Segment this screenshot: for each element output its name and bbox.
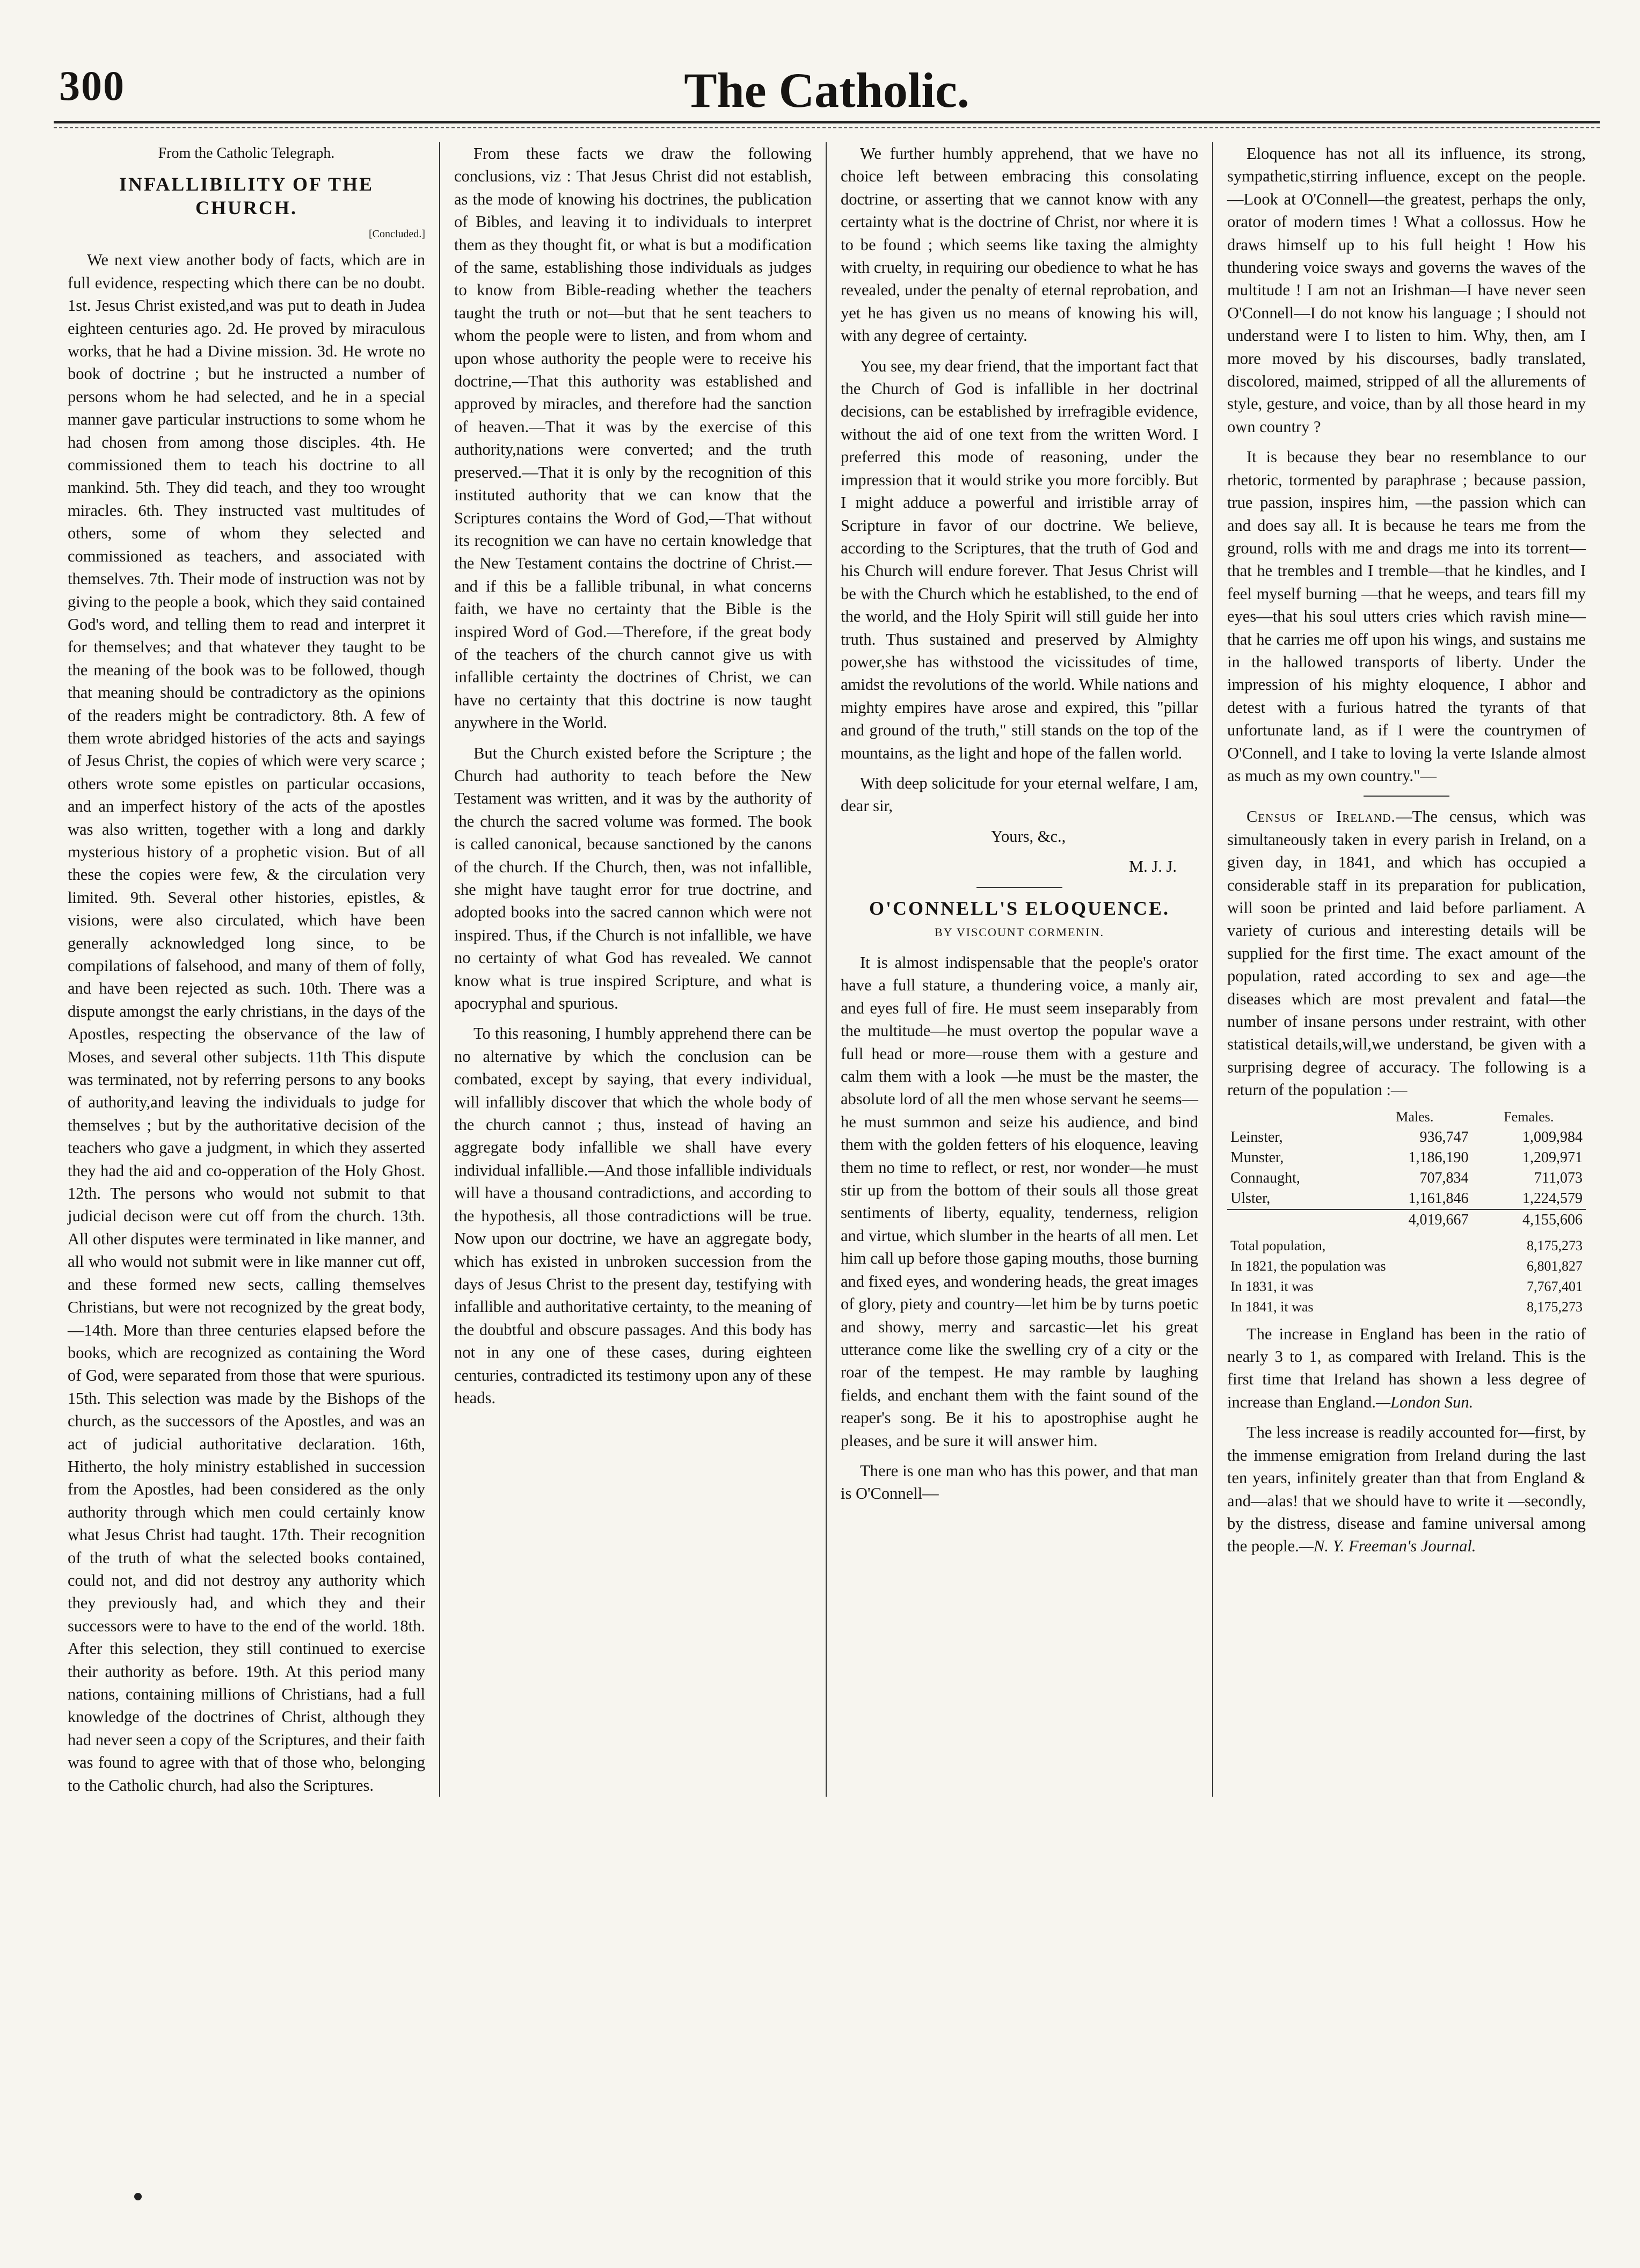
signature: M. J. J. [1129,857,1177,876]
article-paragraph: From these facts we draw the following conclusions, viz : That Jesus Christ did not establish, as the mode of knowing his doctrines, the publication of Bibles, and leaving it to individuals to interpret them as they thought fit, or what is but a modification of the same, establishing those individuals as judges to know from Bible-reading whether the teachers taught the truth or not—but that he sent teachers to whom the people were to listen, and from whom and upon whose authority the people were to receive his doctrine,—That this authority was established and approved by miracles, and therefore had the sanction of heaven.—That it was by the exercise of this authority,nations were converted; and the truth preserved.—That it is only by the recognition of this instituted authority that we can know that the Scriptures contains the Word of God,—That without its recognition we can have no certain knowledge that the New Testament contains the doctrine of Christ.—and if this be a fallible tribunal, in what concerns faith, we have no certainty that the Bible is the inspired Word of God.—Therefore, if the great body of the teachers of the church cannot give us with infallible certainty the doctrines of Christ, we can have no certainty that this doctrine is now taught anywhere in the World. [454,144,812,732]
article-paragraph: You see, my dear friend, that the important fact that the Church of God is infallible in her doctrinal decisions, can be established by irrefragible evidence, without the aid of one text from the written Word. I preferred this mode of reasoning, under the impression that it would strike you more forcibly. But I might adduce a powerful and irristible array of Scripture in favor of our doctrine. We believe, according to the Scriptures, that the truth of God and his Church will endure forever. That Jesus Christ will be with the Church which he established, to the end of the world, and the Holy Spirit will still guide her into truth. Thus sustained and preserved by Almighty power,she has withstood the vicissitudes of time, amidst the revolutions of the world. While nations and mighty empires have arose and expired, this "pillar and ground of the truth," still stands on the top of the mountains, as the light and hope of the fallen world. [841,356,1198,762]
article-paragraph: It is because they bear no resemblance to our rhetoric, tormented by paraphrase ; because passion, true passion, inspires him, —the passion which can and does say all. It is because he tears me from the ground, rolls with me and drags me into its torrent—that he trembles and I tremble—that he kindles, and I feel myself burning —that he weeps, and tears fill my eyes—that his soul utters cries which ravish mine—that he carries me off upon his wings, and sustains me in the hallowed transports of liberty. Under the impression of his mighty eloquence, I abhor and detest with a furious hatred the tyrants of that unfortunate land, as if I were the countrymen of O'Connell, and I take to loving la verte Islande almost as much as my own country."— [1227,448,1586,785]
masthead: The Catholic. [684,63,970,118]
page-number: 300 [59,62,125,109]
table-total-row: 4,019,667 4,155,606 [1227,1209,1586,1230]
concluded-note: [Concluded.] [369,228,425,240]
article-paragraph: We further humbly apprehend, that we have no choice left between embracing this consolating doctrine, or asserting that we cannot know with any certainty what is the doctrine of Christ, nor where it is to be found ; which seems like taxing the almighty with cruelty, in requiring our obedience to what he has revealed, under the penalty of eternal reprobation, and yet he has given us no means of knowing his will, with any degree of certainty. [841,144,1198,345]
article-paragraph: Eloquence has not all its influence, its strong, sympathetic,stirring influence, except on the people.—Look at O'Connell—the greatest, perhaps the only, orator of modern times ! What a collossus. How he draws himself up to his full height ! How his thundering voice sways and governs the waves of the multitude ! I am not an Irishman—I have never seen O'Connell—I do not know his language ; I should not understand were I to listen to him. Why, then, am I more moved by his discourses, badly translated, discolored, maimed, stripped of all the allurements of style, gesture, and voice, than by all those heard in my own country ? [1227,144,1586,436]
article-paragraph: To this reasoning, I humbly apprehend there can be no alternative by which the conclusion can be combated, except by saying, that every individual, will infallibly discover that which the whole body of the church cannot ; thus, instead of having an aggregate body infallible we shall have every individual infallible.—And those infallible individuals will have a thousand contradictions, and according to the hypothesis, all those contradictions will be true. Now upon our doctrine, we have an aggregate body, which has existed in unbroken succession from the days of Jesus Christ to the present day, testifying with infallible and authoritative certainty, to the meaning of the doubtful and obscure passages. And this body has not in any one of these cases, during eighteen centuries, contradicted its testimony upon any of these heads. [454,1024,812,1407]
population-summary [1227,1236,1586,1317]
page-header [54,62,1600,132]
summary-row: Total population, 8,175,273 [1230,1237,1583,1253]
article-paragraph: We next view another body of facts, which are in full evidence, respecting which there can be no doubt. 1st. Jesus Christ existed,and was put to death in Judea eighteen centuries ago. 2d. He proved by miraculous works, that he had a Divine mission. 3d. He wrote no book of doctrine ; but he instructed a number of persons whom he had selected, and he in a special manner gave particular instructions to some whom he had chosen from among those disciples. 4th. He commissioned them to teach his doctrine to all mankind. 5th. They did teach, and they too wrought miracles. 6th. They instructed vast multitudes of others, some of whom they selected and commissioned as teachers, and associated with themselves. 7th. Their mode of instruction was not by giving to the people a book, which they said contained God's word, and telling them to read and interpret it for themselves; and that whatever they taught to be the meaning of the book was to be followed, though that meaning should be contradictory as the opinions of the readers might be contradictory. 8th. A few of them wrote abridged histories of the acts and sayings of Jesus Christ, the copies of which were very scarce ; others wrote some epistles on particular occasions, and an imperfect history of the acts of the apostles was also written, together with a long and darkly mysterious history of a prophetic vision. But of all these the copies were few, & the circulation very limited. 9th. Several other histories, epistles, & visions, were also circulated, which have been generally acknowledged long since, to be compilations of falsehood, and many of them of folly, and have been rejected as such. 10th. There was a dispute amongst the early christians, in the days of the Apostles, respecting the observance of the law of Moses, and several other subjects. 11th This dispute was terminated, not by referring persons to any books of authority,and leaving the individuals to judge for themselves ; but by the authoritative decision of the teachers who gave a judgment, in which they asserted they had the aid and co-opperation of the Holy Ghost. 12th. The persons who would not submit to that judicial decison were cut off from the church. 13th. All other disputes were terminated in like manner, and all who would not submit were in like manner cut off, and these formed new sects, calling themselves Christians, but were not recognized by the great body,—14th. More than three centuries elapsed before the books, which are recognized as containing the Word of God, were separated from those that were spurious. 15th. This selection was made by the Bishops of the church, as the successors of the Apostles, and was an act of judicial authoritative declaration. 16th, Hitherto, the holy ministry established in succession from the Apostles, had been considered as the only authority through which men could certainly know what Jesus Christ had taught. 17th. Their recognition of the truth of what the selected books contained, could not, and did not destroy any authority which they previously had, and which they and their successors were to have to the end of the world. 18th. After this selection, they still continued to exercise their authority as before. 19th. At this period many nations, containing millions of Christians, had a full knowledge of the doctrines of Christ, although they had never seen a copy of the Scriptures, and their faith was found to agree with that of those who, belonging to the Catholic church, had also the Scriptures. [68,251,425,1795]
source-credit: —London Sun. [1375,1392,1474,1411]
divider [976,887,1062,888]
table-row: Connaught, 707,834 711,073 [1230,1169,1583,1186]
article-paragraph: It is almost indispensable that the people's orator have a full stature, a thundering voice, a manly air, and eyes full of fire. He must seem inseparably from the multitude—he must overtop the popular wave a full head or more—rouse them with a gesture and calm them with a look —he must be the master, the absolute lord of all the men whose servant he seems—he must summon and seize his audience, and bind them with the golden fetters of his eloquence, leaving them no time to reflect, or rest, nor wonder—he must stir up from the bottom of their souls all those great sentiments of liberty, equality, tenderness, religion and virtue, which slumber in the hearts of all men. Let him call up before those gaping mouths, those burning and fixed eyes, and wondering heads, the great images of glory, piety and country—let him be by turns poetic and showy, merry and sarcastic—let his great utterance come like the swelling cry of a city or the roar of the tempest. He may ramble by laughing fields, and enchant them with the faint sound of the reaper's song. Be it his to apostrophise aught he pleases, and be sure it will answer him. [841,953,1198,1450]
table-header [1227,1107,1586,1127]
closing: Yours, &c., [991,827,1066,845]
table-row: Leinster, 936,747 1,009,984 [1230,1128,1583,1146]
article-byline: BY VISCOUNT CORMENIN. [934,925,1104,939]
header-females: Females. [1504,1109,1554,1125]
column-2 [440,142,827,1797]
column-4 [1213,142,1600,1797]
article-paragraph: There is one man who has this power, and that man is O'Connell— [841,1461,1198,1503]
header-rule-dashed [54,127,1600,128]
census-paragraph: The increase in England has been in the ratio of nearly 3 to 1, as compared with Ireland. This is the first time that Ireland has shown a less degree of increase than England.—London Sun. [1227,1324,1586,1411]
census-table [1227,1107,1586,1230]
article-source: From the Catholic Telegraph. [158,145,335,162]
source-credit: —N. Y. Freeman's Journal. [1299,1537,1476,1556]
article-title: INFALLIBILITY OF THE CHURCH. [119,173,374,219]
census-paragraph: The less increase is readily accounted for—first, by the immense emigration from Ireland during the last ten years, infinitely greater than that from England & and—alas! that we should have to write it —secondly, by the distress, disease and famine universal among the people.—N. Y. Freeman's Journal. [1227,1423,1586,1556]
census-title: Census of Ireland. [1247,807,1396,826]
table-row: Munster, 1,186,190 1,209,971 [1230,1149,1583,1166]
summary-row: In 1831, it was 7,767,401 [1230,1278,1583,1294]
header-males: Males. [1396,1109,1434,1125]
column-1 [54,142,440,1797]
census-text: —The census, which was simultaneously taken in every parish in Ireland, on a given day, in 1841, and which has occupied a considerable staff in its preparation for publication, will soon be printed and laid before parliament. A variety of curious and interesting details will be supplied for the first time. The exact amount of the population, rated according to sex and age—the diseases which are most prevalent and fatal—the number of insane persons under restraint, with other statistical details,will,we understand, be given with a surprising degree of accuracy. The following is a return of the population :— [1227,807,1586,1099]
ink-dot [134,2193,142,2200]
summary-row: In 1841, it was 8,175,273 [1230,1299,1583,1315]
header-rule [54,121,1600,123]
article-paragraph: But the Church existed before the Scripture ; the Church had authority to teach before the New Testament was written, and it was by the authority of the church the sacred volume was formed. The book is called canonical, because sanctioned by the canons of the church. If the Church, then, was not infallible, she might have taught error for true doctrine, and adopted books into the sacred cannon which were not inspired. Thus, if the Church is not infallible, we have no certainty of what God has revealed. We cannot know what is true inspired Scripture, and what is apocryphal and spurious. [454,743,812,1013]
summary-row: In 1821, the population was 6,801,827 [1230,1258,1583,1274]
column-3 [827,142,1213,1797]
table-row: Ulster, 1,161,846 1,224,579 [1230,1190,1583,1207]
article-paragraph: With deep solicitude for your eternal welfare, I am, dear sir, [841,774,1198,815]
census-paragraph [1227,805,1586,1101]
article-title: O'CONNELL'S ELOQUENCE. [869,897,1170,919]
divider [1364,796,1449,797]
columns [54,142,1600,1797]
